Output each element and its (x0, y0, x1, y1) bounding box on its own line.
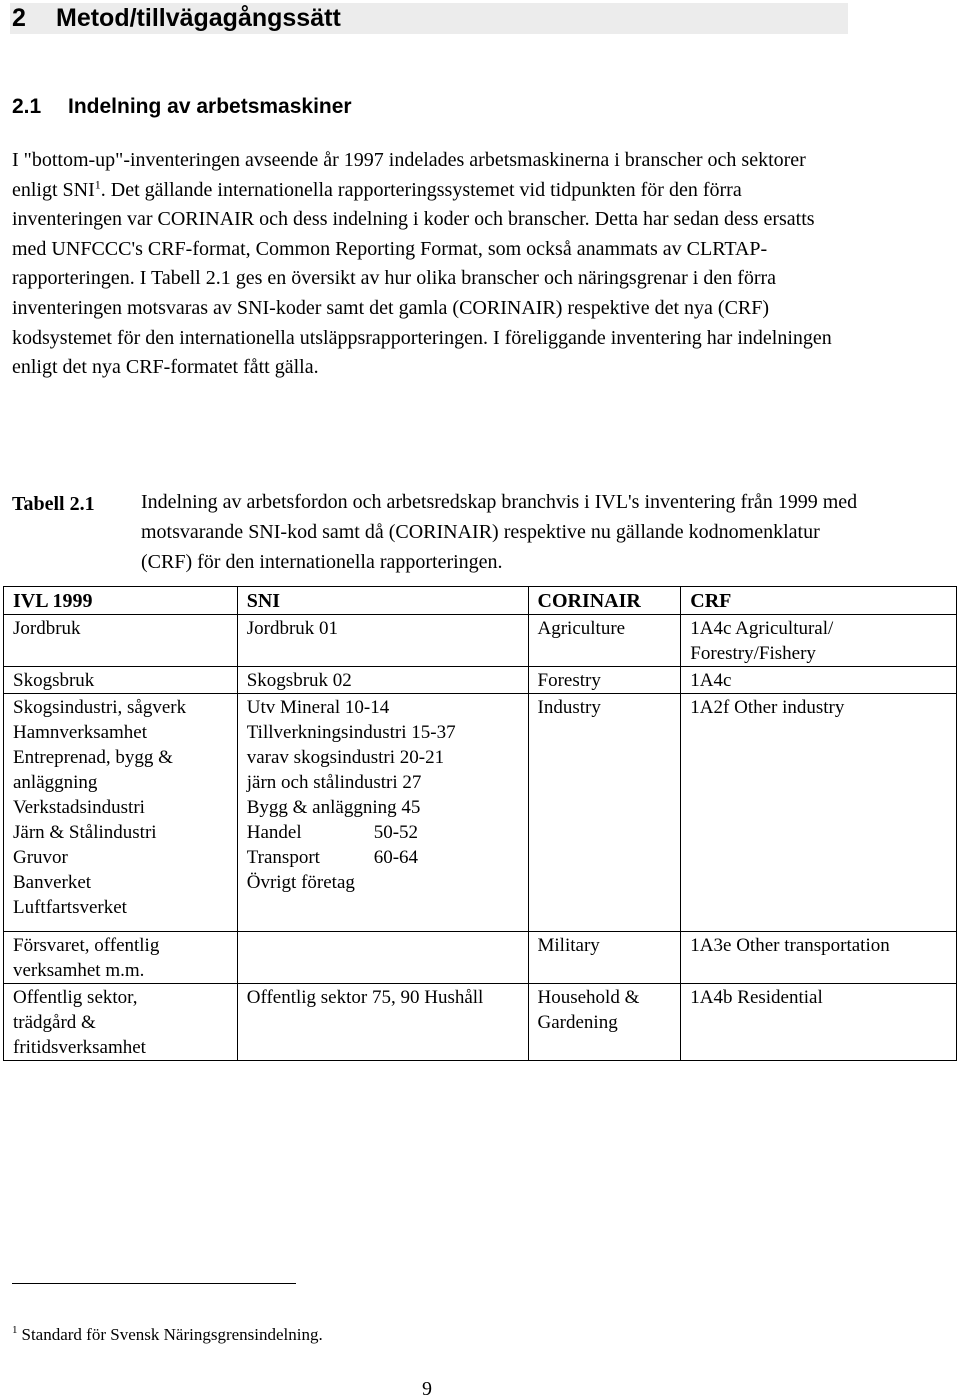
subsection-heading (12, 93, 352, 121)
cell-line: Övrigt företag (246, 872, 355, 893)
cell-line: Verkstadsindustri (13, 797, 145, 818)
footnote-separator (12, 1283, 296, 1284)
cell-corinair (528, 667, 681, 694)
cell-line: varav skogsindustri 20-21 (246, 747, 445, 768)
paragraph-part1: I "bottom-up"-inventeringen avseende år 1997 indelades arbetsmaskinerna i branscher och sektorer enligt SNI (12, 149, 806, 201)
cell-corinair (528, 932, 681, 984)
cell-line: Tillverkningsindustri 15-37 (246, 722, 456, 743)
cell-ivl (4, 667, 238, 694)
table-caption-label: Tabell 2.1 (12, 493, 95, 515)
paragraph-part2: . Det gällande internationella rapporteringssystemet vid tidpunkten för den förra inventeringen var CORINAIR och dess indelning i koder och branscher. Detta har sedan dess ersatts med UNFCCC's CRF-format, Common Reporting Format, som också anammats av CLRTAP-rapporteringen. I Tabell 2.1 ges en översikt av hur olika branscher och näringsgrenar i den förra inventeringen motsvaras av SNI-koder samt det gamla (CORINAIR) respektive det nya (CRF) kodsystemet för den internationella utsläppsrapporteringen. I föreliggande inventering har indelningen enligt det nya CRF-formatet fått gälla. (12, 178, 832, 379)
table-row (4, 932, 957, 984)
cell-line: 1A4b Residential (690, 987, 823, 1008)
cell-line: Skogsbruk (13, 670, 95, 691)
cell-line: Entreprenad, bygg & (13, 747, 173, 768)
cell-sni (237, 667, 528, 694)
sni-name: Transport (246, 847, 320, 868)
cell-line: verksamhet m.m. (13, 960, 145, 981)
cell-line: Household & (537, 987, 640, 1008)
cell-sni (237, 984, 528, 1061)
cell-line: Utv Mineral 10-14 (246, 697, 390, 718)
header-crf: CRF (681, 587, 957, 615)
section-title: Metod/tillvägagångssätt (56, 4, 341, 32)
cell-line: Bygg & anläggning 45 (246, 797, 421, 818)
footnote (12, 1323, 323, 1347)
table-header-row (4, 587, 957, 615)
cell-line: Järn & Stålindustri (13, 822, 157, 843)
cell-line: Forestry/Fishery (690, 643, 816, 664)
sni-code: 60-64 (373, 847, 419, 868)
footnote-number: 1 (12, 1324, 18, 1337)
section-heading (10, 3, 848, 34)
cell-line: Agriculture (537, 618, 626, 639)
cell-crf (681, 694, 957, 932)
cell-line: 1A3e Other transportation (690, 935, 890, 956)
cell-line: Luftfartsverket (13, 897, 127, 918)
cell-ivl (4, 615, 238, 667)
cell-corinair (528, 694, 681, 932)
cell-corinair (528, 984, 681, 1061)
cell-line: Banverket (13, 872, 92, 893)
cell-line: Jordbruk (13, 618, 81, 639)
cell-line (247, 820, 528, 845)
cell-line: trädgård & (13, 1012, 96, 1033)
header-sni: SNI (237, 587, 528, 615)
cell-crf (681, 932, 957, 984)
cell-line: 1A4c (690, 670, 732, 691)
cell-ivl (4, 984, 238, 1061)
cell-line: Skogsindustri, sågverk (13, 697, 187, 718)
cell-crf (681, 615, 957, 667)
subsection-title: Indelning av arbetsmaskiner (68, 95, 352, 118)
cell-line: Skogsbruk 02 (246, 670, 352, 691)
sni-name: Handel (246, 822, 302, 843)
header-corinair: CORINAIR (528, 587, 681, 615)
table-row (4, 615, 957, 667)
cell-sni (237, 694, 528, 932)
section-number: 2 (12, 4, 26, 32)
cell-line: Industry (537, 697, 601, 718)
cell-line: Gardening (537, 1012, 618, 1033)
table-row (4, 694, 957, 932)
cell-line: anläggning (13, 772, 98, 793)
cell-line: Forestry (537, 670, 601, 691)
subsection-number: 2.1 (12, 95, 42, 118)
cell-line: fritidsverksamhet (13, 1037, 146, 1058)
cell-line: 1A4c Agricultural/ (690, 618, 834, 639)
sni-code: 50-52 (373, 822, 419, 843)
cell-line (247, 845, 528, 870)
cell-line: 1A2f Other industry (690, 697, 845, 718)
cell-ivl (4, 694, 238, 932)
cell-line: Military (537, 935, 600, 956)
body-paragraph (12, 146, 842, 383)
footnote-text: Standard för Svensk Näringsgrensindelning. (21, 1325, 323, 1344)
cell-sni (237, 615, 528, 667)
classification-table (3, 586, 957, 1061)
cell-line: Försvaret, offentlig (13, 935, 160, 956)
cell-line: Offentlig sektor, (13, 987, 138, 1008)
table-row (4, 984, 957, 1061)
cell-line: Hamnverksamhet (13, 722, 148, 743)
footnote-reference[interactable]: 1 (94, 176, 101, 191)
cell-crf (681, 667, 957, 694)
cell-line: Jordbruk 01 (246, 618, 339, 639)
header-ivl: IVL 1999 (4, 587, 238, 615)
cell-line: järn och stålindustri 27 (246, 772, 422, 793)
cell-line: Offentlig sektor 75, 90 Hushåll (246, 987, 484, 1008)
cell-line: Gruvor (13, 847, 68, 868)
table-row (4, 667, 957, 694)
cell-corinair (528, 615, 681, 667)
cell-sni (237, 932, 528, 984)
page-number: 9 (422, 1378, 432, 1400)
table-caption-text: Indelning av arbetsfordon och arbetsredskap branchvis i IVL's inventering från 1999 med motsvarande SNI-kod samt då (CORINAIR) respektive nu gällande kodnomenklatur (CRF) för den internationella rapporteringen. (141, 491, 858, 573)
cell-ivl (4, 932, 238, 984)
cell-crf (681, 984, 957, 1061)
